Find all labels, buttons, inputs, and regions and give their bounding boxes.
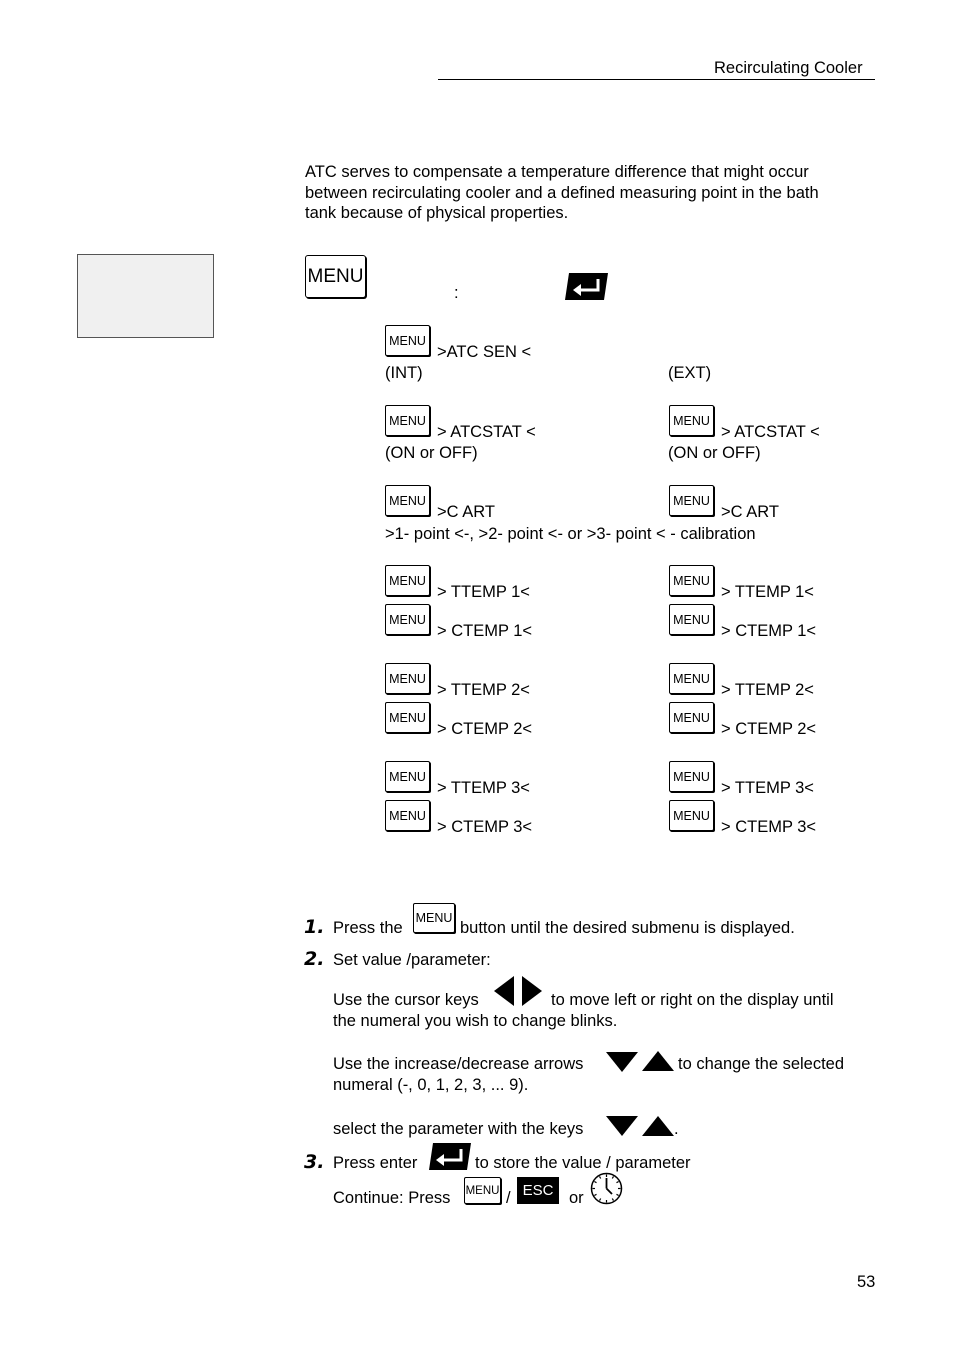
menu-key: MENU: [385, 325, 430, 356]
ctemp1-ext: > CTEMP 1<: [721, 622, 817, 640]
left-arrow-icon: [494, 976, 514, 1006]
menu-key: MENU: [464, 1177, 501, 1204]
ext-label: (EXT): [668, 364, 712, 382]
header-rule: [438, 79, 875, 80]
select-text-b: .: [674, 1120, 679, 1138]
menu-key: MENU: [385, 565, 430, 596]
c-art-label-ext: >C ART: [721, 503, 779, 521]
intro-line-1: ATC serves to compensate a temperature difference that might occur: [305, 163, 809, 181]
ttemp2-int: > TTEMP 2<: [437, 681, 530, 699]
on-off-label-int: (ON or OFF): [385, 444, 478, 462]
calibration-options: >1- point <-, >2- point <- or >3- point < - calibration: [385, 525, 756, 543]
ctemp3-int: > CTEMP 3<: [437, 818, 533, 836]
menu-key: MENU: [669, 761, 714, 792]
cursor-text-b: to move left or right on the display until: [551, 991, 834, 1009]
down-arrow-icon: [606, 1116, 638, 1136]
step-number-2: 2.: [304, 948, 325, 970]
ttemp3-ext: > TTEMP 3<: [721, 779, 814, 797]
side-note-box: [77, 254, 214, 338]
cursor-text-c: the numeral you wish to change blinks.: [333, 1012, 618, 1030]
select-text-a: select the parameter with the keys: [333, 1120, 584, 1138]
incdec-text-c: numeral (-, 0, 1, 2, 3, ... 9).: [333, 1076, 529, 1094]
ttemp2-ext: > TTEMP 2<: [721, 681, 814, 699]
menu-key: MENU: [385, 485, 430, 516]
incdec-text-b: to change the selected: [678, 1055, 845, 1073]
menu-key: MENU: [385, 663, 430, 694]
ttemp1-ext: > TTEMP 1<: [721, 583, 814, 601]
intro-line-2: between recirculating cooler and a defined measuring point in the bath: [305, 184, 819, 202]
continue-or: or: [569, 1189, 584, 1207]
atc-sen-label: >ATC SEN <: [437, 343, 532, 361]
atcstat-label-int: > ATCSTAT <: [437, 423, 536, 441]
menu-key: MENU: [385, 405, 430, 436]
int-label: (INT): [385, 364, 423, 382]
ctemp1-int: > CTEMP 1<: [437, 622, 533, 640]
menu-key: MENU: [669, 405, 714, 436]
menu-key-large: MENU: [305, 255, 366, 298]
step2-text: Set value /parameter:: [333, 951, 491, 969]
header-title: Recirculating Cooler: [714, 59, 863, 77]
right-arrow-icon: [522, 976, 542, 1006]
menu-key: MENU: [669, 565, 714, 596]
step1-text-b: button until the desired submenu is displayed.: [460, 919, 795, 937]
ttemp1-int: > TTEMP 1<: [437, 583, 530, 601]
menu-key: MENU: [669, 663, 714, 694]
menu-key: MENU: [413, 903, 455, 933]
menu-key: MENU: [669, 604, 714, 635]
on-off-label-ext: (ON or OFF): [668, 444, 761, 462]
menu-key: MENU: [385, 604, 430, 635]
continue-text: Continue: Press: [333, 1189, 451, 1207]
menu-key: MENU: [385, 800, 430, 831]
ctemp2-ext: > CTEMP 2<: [721, 720, 817, 738]
menu-key: MENU: [669, 485, 714, 516]
step3-text-b: to store the value / parameter: [475, 1154, 691, 1172]
ctemp3-ext: > CTEMP 3<: [721, 818, 817, 836]
continue-slash: /: [506, 1189, 511, 1207]
ttemp3-int: > TTEMP 3<: [437, 779, 530, 797]
menu-row-colon: :: [454, 284, 459, 302]
menu-key: MENU: [669, 800, 714, 831]
esc-key: ESC: [517, 1177, 559, 1204]
enter-key-icon: [565, 273, 608, 300]
enter-key-icon: [429, 1143, 471, 1170]
clock-icon: [590, 1172, 623, 1205]
menu-key: MENU: [385, 761, 430, 792]
step-number-3: 3.: [304, 1151, 325, 1173]
step1-text-a: Press the: [333, 919, 403, 937]
down-arrow-icon: [606, 1052, 638, 1072]
menu-key: MENU: [669, 702, 714, 733]
intro-line-3: tank because of physical properties.: [305, 204, 569, 222]
up-arrow-icon: [642, 1116, 674, 1136]
page-number: 53: [857, 1273, 876, 1291]
incdec-text-a: Use the increase/decrease arrows: [333, 1055, 584, 1073]
step-number-1: 1.: [304, 916, 325, 938]
up-arrow-icon: [642, 1051, 674, 1071]
c-art-label-int: >C ART: [437, 503, 495, 521]
step3-text-a: Press enter: [333, 1154, 418, 1172]
ctemp2-int: > CTEMP 2<: [437, 720, 533, 738]
menu-key: MENU: [385, 702, 430, 733]
atcstat-label-ext: > ATCSTAT <: [721, 423, 820, 441]
cursor-text-a: Use the cursor keys: [333, 991, 479, 1009]
